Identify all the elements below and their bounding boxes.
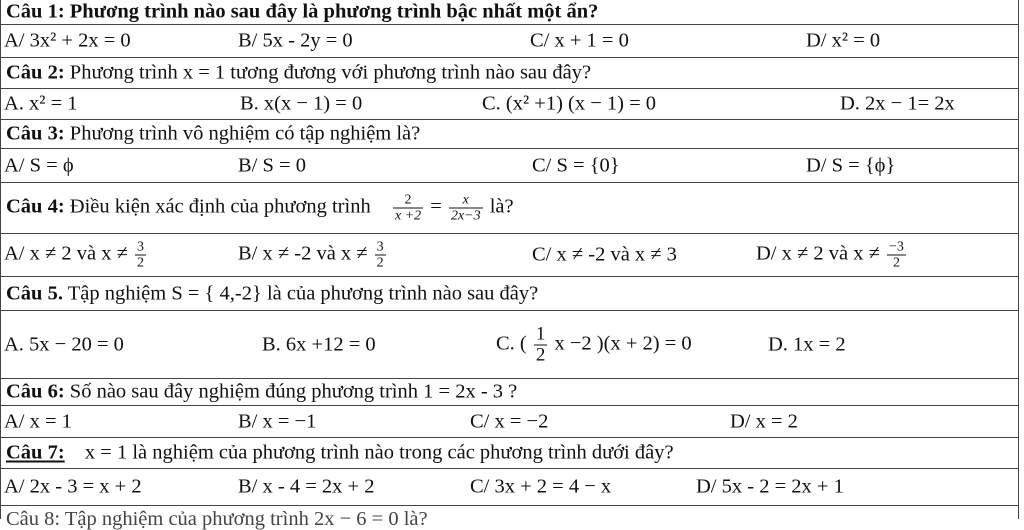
- question-6-row: [0, 379, 1018, 406]
- q2-option-b: B. x(x − 1) = 0: [240, 92, 363, 115]
- q6-option-d: D/ x = 2: [730, 410, 798, 432]
- question-5-text: Tập nghiệm S = { 4,-2} là của phương trình nào sau đây?: [67, 282, 539, 304]
- question-2-row: [0, 58, 1018, 89]
- q2-option-a: A. x² = 1: [4, 92, 78, 115]
- question-2: [6, 62, 591, 85]
- question-7-row: [0, 438, 1018, 469]
- question-3-row: [0, 120, 1018, 149]
- question-6-text: Số nào sau đây nghiệm đúng phương trình 1 = 2x - 3 ?: [69, 380, 518, 403]
- q4-option-a: A/ x ≠ 2 và x ≠ $\frac{3}{2}$: [4, 239, 144, 271]
- question-4-label: Câu 4:: [6, 195, 65, 218]
- q1-option-c: C/ x + 1 = 0: [530, 29, 629, 52]
- question-4-answers: [0, 234, 1018, 277]
- q3-option-d: D/ S = {ϕ}: [806, 154, 896, 176]
- question-5-row: [0, 277, 1018, 311]
- question-8-partial: [6, 508, 428, 530]
- q1-option-a: A/ 3x² + 2x = 0: [4, 29, 131, 52]
- question-5-answers: [0, 311, 1018, 379]
- question-3-text: Phương trình vô nghiệm có tập nghiệm là?: [69, 122, 421, 145]
- q5-option-c: C. ( $\frac{1}{2}$ x −2 )(x + 2) = 0: [496, 323, 692, 365]
- q7-option-d: D/ 5x - 2 = 2x + 1: [696, 475, 844, 498]
- q4-tail: là?: [489, 195, 514, 218]
- question-1-answers: [0, 25, 1018, 58]
- question-3-answers: [0, 149, 1018, 183]
- question-2-answers: [0, 89, 1018, 120]
- q4-equals: =: [430, 195, 442, 218]
- q5-c-fraction: $\frac{1}{2}$: [535, 323, 546, 365]
- q6-option-b: B/ x = −1: [238, 410, 317, 432]
- q5-option-d: D. 1x = 2: [768, 333, 846, 355]
- question-1-text: Câu 1: Phương trình nào sau đây là phương trình bậc nhất một ẩn?: [6, 0, 599, 23]
- q5-option-b: B. 6x +12 = 0: [262, 333, 376, 355]
- q2-option-c: C. (x² +1) (x − 1) = 0: [482, 92, 657, 115]
- question-8-text: Câu 8: Tập nghiệm của phương trình 2x − 6 = 0 là?: [6, 508, 428, 530]
- q6-option-a: A/ x = 1: [4, 410, 72, 432]
- q7-option-b: B/ x - 4 = 2x + 2: [238, 475, 375, 498]
- q4-option-d: D/ x ≠ 2 và x ≠ $\frac{-3}{2}$: [756, 239, 904, 271]
- question-6-answers: [0, 406, 1018, 438]
- question-6: [6, 381, 517, 404]
- question-3: [6, 123, 420, 146]
- question-2-text: Phương trình x = 1 tương đương với phương trình nào sau đây?: [69, 61, 592, 84]
- q4-b-fraction: $\frac{3}{2}$: [376, 239, 384, 271]
- question-2-label: Câu 2:: [6, 61, 65, 84]
- question-5-label: Câu 5.: [6, 282, 63, 304]
- q4-option-b: B/ x ≠ -2 và x ≠ $\frac{3}{2}$: [238, 239, 384, 271]
- q1-option-d: D/ x² = 0: [806, 29, 881, 52]
- question-4: [6, 193, 514, 224]
- q4-fraction-1: $\frac{2}{x +2}$: [394, 192, 422, 224]
- q4-d-fraction: $\frac{-3}{2}$: [888, 239, 904, 271]
- question-7-answers: [0, 469, 1018, 506]
- right-border: [1018, 0, 1019, 519]
- question-7-text: x = 1 là nghiệm của phương trình nào trong các phương trình dưới đây?: [84, 441, 674, 464]
- q7-option-c: C/ 3x + 2 = 4 − x: [470, 475, 612, 498]
- question-4-row: [0, 183, 1018, 234]
- q2-option-d: D. 2x − 1= 2x: [840, 92, 955, 115]
- q4-fraction-2: $\frac{x}{2x-3}$: [450, 192, 481, 224]
- q3-option-c: C/ S = {0}: [532, 154, 620, 176]
- q4-option-c: C/ x ≠ -2 và x ≠ 3: [532, 243, 677, 266]
- question-1-row: [0, 0, 1018, 25]
- q6-option-c: C/ x = −2: [470, 410, 549, 432]
- question-3-label: Câu 3:: [6, 122, 65, 145]
- question-6-label: Câu 6:: [6, 380, 65, 403]
- q3-option-b: B/ S = 0: [238, 154, 306, 176]
- q5-option-a: A. 5x − 20 = 0: [4, 333, 124, 355]
- q4-a-fraction: $\frac{3}{2}$: [136, 239, 144, 271]
- question-4-text: Điều kiện xác định của phương trình: [69, 195, 371, 218]
- q3-option-a: A/ S = ϕ: [4, 154, 74, 176]
- question-7-label: Câu 7:: [6, 441, 65, 464]
- question-7: [6, 442, 674, 465]
- question-5: [6, 282, 538, 305]
- q1-option-b: B/ 5x - 2y = 0: [238, 29, 353, 52]
- q7-option-a: A/ 2x - 3 = x + 2: [4, 475, 142, 498]
